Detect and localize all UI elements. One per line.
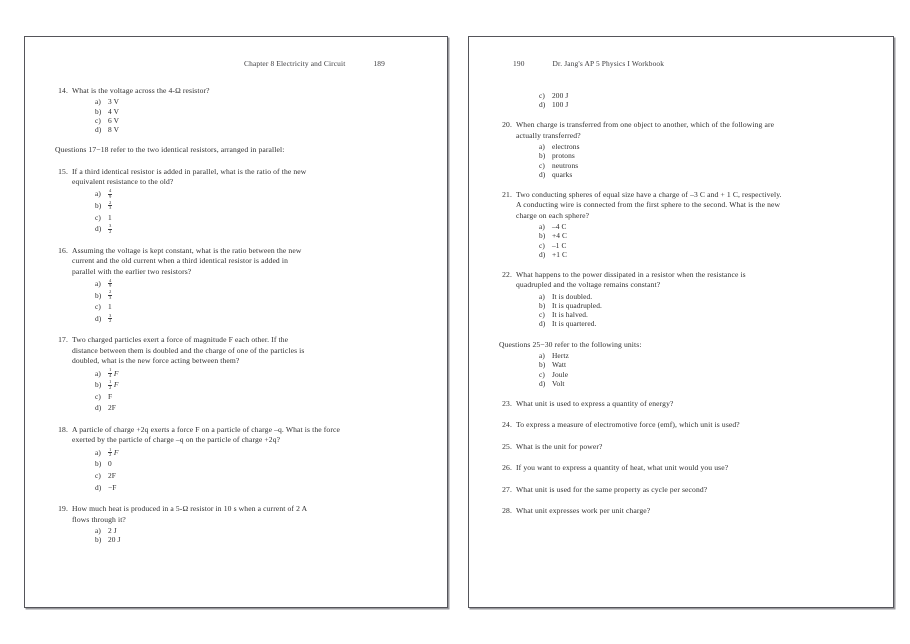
answer-choice xyxy=(55,301,421,313)
answer-choice-value: 2F xyxy=(108,403,117,413)
answer-choice-label: c) xyxy=(95,391,101,401)
question-stem xyxy=(499,270,867,291)
questions-25-30-note: Questions 25−30 refer to the following units: xyxy=(499,339,642,349)
answer-choice xyxy=(55,458,421,470)
answer-choice xyxy=(55,116,421,125)
answer-choice-label: b) xyxy=(95,380,102,390)
answer-choice-label: a) xyxy=(95,97,101,107)
answer-choice xyxy=(55,368,421,380)
question-text-line: equivalent resistance to the old? xyxy=(72,177,174,187)
answer-choice-value xyxy=(108,223,113,235)
answer-choice-value: Volt xyxy=(552,378,565,388)
question-stem xyxy=(55,167,421,188)
question-text-line: What unit is used for the same property as cycle per second? xyxy=(516,484,708,494)
answer-choice-label: a) xyxy=(95,279,101,289)
answer-choice-label: d) xyxy=(539,249,546,259)
question-block xyxy=(499,190,867,259)
fraction-numerator: 3 xyxy=(109,222,112,228)
answer-choice xyxy=(499,241,867,250)
fraction-denominator: 2 xyxy=(109,318,112,324)
question-block xyxy=(499,399,867,409)
question-text xyxy=(516,442,867,452)
answer-choice-label: b) xyxy=(539,151,546,161)
question-block xyxy=(499,420,867,430)
fraction-numerator: 1 xyxy=(109,378,112,384)
answer-choice xyxy=(55,200,421,212)
answer-choice-value xyxy=(108,447,119,459)
answer-choice xyxy=(499,170,867,179)
answer-choice xyxy=(55,223,421,235)
answer-choice xyxy=(55,278,421,290)
question-block xyxy=(55,504,421,544)
answer-choice-value xyxy=(108,313,113,325)
answer-choice-list xyxy=(55,526,421,544)
answer-choice-label: b) xyxy=(95,106,102,116)
answer-choice-label: a) xyxy=(539,142,545,152)
answer-choice-value: +4 C xyxy=(552,231,568,241)
answer-choice-value: It is quadrupled. xyxy=(552,301,602,311)
question-text-line: current and the old current when a third identical resistor is added in xyxy=(72,256,289,266)
answer-choice-value: 8 V xyxy=(108,125,120,135)
answer-choice-list xyxy=(55,447,421,493)
question-block xyxy=(499,506,867,516)
question-text-line: If you want to express a quantity of heat, what unit would you use? xyxy=(516,463,729,473)
answer-choice xyxy=(499,319,867,328)
question-text-line: What unit is used to express a quantity of energy? xyxy=(516,398,674,408)
question-text-line: parallel with the earlier two resistors? xyxy=(72,266,192,276)
answer-choice xyxy=(499,370,867,379)
answer-choice-label: b) xyxy=(539,301,546,311)
fraction xyxy=(108,314,112,324)
answer-choice-value: –4 C xyxy=(552,222,567,232)
question-text xyxy=(516,190,867,221)
answer-choice-list xyxy=(499,91,867,109)
question-number: 25. xyxy=(502,441,512,451)
question-text xyxy=(516,399,867,409)
answer-choice-value: 100 J xyxy=(552,100,569,110)
fraction xyxy=(108,448,112,458)
fraction-denominator: 9 xyxy=(109,283,112,289)
answer-choice-label: c) xyxy=(539,240,545,250)
question-block xyxy=(499,442,867,452)
question-stem xyxy=(499,120,867,141)
question-number: 21. xyxy=(502,190,512,200)
answer-choice-label: b) xyxy=(95,290,102,300)
answer-choice-label: c) xyxy=(539,91,545,100)
page-left-body xyxy=(25,37,447,607)
question-text-line: How much heat is produced in a 5-Ω resistor in 10 s when a current of 2 A xyxy=(72,504,308,514)
question-text-line: quadrupled and the voltage remains constant? xyxy=(516,280,661,290)
answer-choice xyxy=(499,151,867,160)
question-block xyxy=(55,335,421,414)
answer-choice-list xyxy=(499,142,867,179)
answer-choice xyxy=(499,142,867,151)
answer-choice xyxy=(499,250,867,259)
question-text-line: When charge is transferred from one object to another, which of the following are xyxy=(516,120,775,130)
answer-choice-value: 4 V xyxy=(108,106,120,116)
answer-choice-label: a) xyxy=(539,222,545,232)
question-text xyxy=(516,420,867,430)
question-text-line: distance between them is doubled and the charge of one of the particles is xyxy=(72,345,305,355)
answer-choice-list xyxy=(55,97,421,134)
answer-choice-value: −F xyxy=(108,482,117,492)
answer-choice-label: d) xyxy=(539,169,546,179)
answer-choice-value xyxy=(108,290,113,302)
question-stem xyxy=(55,425,421,446)
answer-choice-label: c) xyxy=(95,212,101,222)
answer-choice-value: neutrons xyxy=(552,160,579,170)
answer-choice-label: b) xyxy=(95,535,102,545)
question-text-line: If a third identical resistor is added in parallel, what is the ratio of the new xyxy=(72,166,307,176)
answer-choice-label: a) xyxy=(95,526,101,535)
answer-choice-label: c) xyxy=(539,310,545,320)
question-block xyxy=(55,425,421,493)
answer-choice-value xyxy=(108,200,113,212)
question-text-line: actually transferred? xyxy=(516,130,581,140)
answer-choice-value xyxy=(108,368,119,380)
answer-choice-value: Hertz xyxy=(552,351,569,361)
answer-choice xyxy=(55,125,421,134)
running-head-book-title: Dr. Jang's AP 5 Physics I Workbook xyxy=(552,59,665,68)
answer-choice-list xyxy=(55,278,421,324)
question-text xyxy=(516,506,867,516)
fraction xyxy=(108,279,112,289)
left-page-question-list xyxy=(55,86,421,544)
question-text-line: Two charged particles exert a force of magnitude F each other. If the xyxy=(72,335,289,345)
question-text xyxy=(516,485,867,495)
answer-choice-value: Watt xyxy=(552,360,567,370)
question-block xyxy=(55,86,421,134)
answer-choice xyxy=(499,161,867,170)
fraction xyxy=(108,368,112,378)
answer-choice-label: d) xyxy=(95,125,102,135)
question-text xyxy=(516,270,867,291)
answer-choice xyxy=(55,107,421,116)
question-stem xyxy=(499,506,867,516)
question-text-line: A particle of charge +2q exerts a force F on a particle of charge –q. What is the force xyxy=(72,425,340,434)
answer-choice-label: b) xyxy=(539,360,546,370)
answer-choice-list xyxy=(499,351,867,388)
question-block xyxy=(55,246,421,325)
page-right-body xyxy=(469,37,893,607)
answer-choice xyxy=(499,351,867,360)
question-number: 17. xyxy=(58,335,68,345)
answer-choice-label: b) xyxy=(95,459,102,469)
fraction-numerator: 3 xyxy=(109,312,112,318)
answer-choice-value: –1 C xyxy=(552,240,567,250)
fraction-numerator: 4 xyxy=(109,277,112,283)
page-left xyxy=(24,36,448,608)
answer-choice xyxy=(499,91,867,100)
answer-choice-label: c) xyxy=(95,471,101,480)
question-number: 19. xyxy=(58,504,68,514)
fraction-denominator: 3 xyxy=(109,294,112,300)
question-text-line: doubled, what is the new force acting between them? xyxy=(72,356,240,366)
answer-choice-label: d) xyxy=(539,100,546,110)
answer-choice-list xyxy=(499,292,867,329)
question-text-line: exerted by the particle of charge –q on the particle of charge +2q? xyxy=(72,435,281,445)
question-number: 28. xyxy=(502,505,512,515)
question-number: 23. xyxy=(502,398,512,408)
fraction-numerator: 1 xyxy=(109,446,112,452)
question-stem xyxy=(55,86,421,96)
answer-choice-value: quarks xyxy=(552,169,573,179)
running-head-chapter: Chapter 8 Electricity and Circuit xyxy=(244,59,346,68)
answer-choice xyxy=(55,290,421,302)
answer-choice-value: It is doubled. xyxy=(552,291,593,301)
fraction xyxy=(108,380,112,390)
answer-choice xyxy=(499,379,867,388)
question-number: 26. xyxy=(502,463,512,473)
question-text xyxy=(72,504,421,525)
fraction xyxy=(108,201,112,211)
page-right xyxy=(468,36,894,608)
running-head-right xyxy=(499,59,867,75)
question-block xyxy=(499,270,867,329)
question-text-line: flows through it? xyxy=(72,514,126,524)
fraction-numerator: 4 xyxy=(109,188,112,194)
fraction-numerator: 1 xyxy=(109,367,112,373)
answer-choice-label: a) xyxy=(95,368,101,378)
answer-choice-value: electrons xyxy=(552,142,580,152)
answer-choice-label: d) xyxy=(539,319,546,329)
question-block xyxy=(55,167,421,235)
answer-choice-value: 3 V xyxy=(108,97,120,107)
answer-choice xyxy=(55,447,421,459)
answer-choice xyxy=(55,212,421,224)
fraction-numerator: 2 xyxy=(109,289,112,295)
question-block xyxy=(499,463,867,473)
answer-choice-value: 1 xyxy=(108,212,112,222)
answer-choice-value: 1 xyxy=(108,302,112,312)
right-page-plain-question-list xyxy=(499,399,867,516)
answer-choice xyxy=(55,188,421,200)
question-stem xyxy=(499,463,867,473)
answer-choice-label: c) xyxy=(539,160,545,170)
fraction-denominator: 2 xyxy=(109,228,112,234)
answer-choice xyxy=(55,535,421,544)
fraction xyxy=(108,290,112,300)
answer-choice-value xyxy=(108,188,113,200)
question-text-line: A conducting wire is connected from the first sphere to the second. What is the new xyxy=(516,200,781,210)
question-stem xyxy=(499,420,867,430)
answer-choice-value: 200 J xyxy=(552,91,569,100)
answer-choice-label: d) xyxy=(95,482,102,492)
running-head-page-number: 190 xyxy=(513,59,525,68)
question-text-line: What is the voltage across the 4-Ω resistor? xyxy=(72,86,210,95)
answer-choice xyxy=(499,100,867,109)
running-head-page-number: 189 xyxy=(373,59,385,68)
answer-choice-label: c) xyxy=(95,115,101,125)
answer-choice-label: a) xyxy=(539,351,545,361)
question-text-line: Assuming the voltage is kept constant, what is the ratio between the new xyxy=(72,245,302,255)
question-number: 20. xyxy=(502,120,512,130)
answer-choice xyxy=(55,97,421,106)
answer-choice xyxy=(499,222,867,231)
question-number: 18. xyxy=(58,425,68,434)
question-stem xyxy=(55,335,421,366)
answer-choice xyxy=(499,292,867,301)
fraction-denominator: 2 xyxy=(109,384,112,390)
answer-choice-value xyxy=(108,278,113,290)
question-number: 16. xyxy=(58,245,68,255)
question-text xyxy=(516,463,867,473)
answer-choice-value: It is quartered. xyxy=(552,319,597,329)
question-text-line: Two conducting spheres of equal size have a charge of –3 C and + 1 C, respectively. xyxy=(516,190,782,200)
question-block xyxy=(499,120,867,179)
answer-choice-value: Joule xyxy=(552,369,569,379)
question-stem xyxy=(499,485,867,495)
answer-choice-list xyxy=(55,368,421,414)
answer-choice-label: b) xyxy=(539,231,546,241)
fraction xyxy=(108,189,112,199)
answer-choice xyxy=(499,231,867,240)
question-stem xyxy=(55,504,421,525)
question-text xyxy=(72,246,421,277)
question-text xyxy=(516,120,867,141)
question-number: 15. xyxy=(58,166,68,176)
answer-choice-value: 2F xyxy=(108,471,117,480)
answer-choice-label: d) xyxy=(95,403,102,413)
question-number: 27. xyxy=(502,484,512,494)
question-text xyxy=(72,335,421,366)
answer-choice-value xyxy=(108,379,119,391)
question-text-line: To express a measure of electromotive force (emf), which unit is used? xyxy=(516,420,740,430)
question-stem xyxy=(499,442,867,452)
answer-choice-label: d) xyxy=(95,224,102,234)
questions-17-18-note: Questions 17−18 refer to the two identical resistors, arranged in parallel: xyxy=(55,145,285,155)
answer-choice-value: It is halved. xyxy=(552,310,588,320)
answer-choice-label: d) xyxy=(95,313,102,323)
running-head-left xyxy=(55,59,421,75)
fraction xyxy=(108,224,112,234)
fraction-denominator: 9 xyxy=(109,193,112,199)
continued-choices-from-previous-page xyxy=(499,91,867,109)
question-text xyxy=(72,86,421,96)
question-number: 14. xyxy=(58,86,68,95)
answer-choice-label: c) xyxy=(95,302,101,312)
answer-choice xyxy=(55,313,421,325)
answer-choice xyxy=(55,470,421,482)
right-page-question-list xyxy=(499,120,867,328)
answer-choice xyxy=(499,360,867,369)
question-number: 22. xyxy=(502,270,512,280)
fraction-denominator: 3 xyxy=(109,205,112,211)
answer-choice xyxy=(55,379,421,391)
question-text-line: What unit expresses work per unit charge? xyxy=(516,505,651,515)
answer-choice-label: a) xyxy=(539,291,545,301)
fraction-suffix: F xyxy=(113,368,119,378)
fraction-denominator: 4 xyxy=(109,372,112,378)
answer-choice-value: 20 J xyxy=(108,535,121,545)
answer-choice-value: 0 xyxy=(108,459,112,469)
question-text-line: What happens to the power dissipated in a resistor when the resistance is xyxy=(516,270,746,280)
answer-choice-value: protons xyxy=(552,151,575,161)
question-number: 24. xyxy=(502,420,512,430)
answer-choice-value: +1 C xyxy=(552,249,568,259)
answer-choice-value: 2 J xyxy=(108,526,117,535)
answer-choice xyxy=(499,301,867,310)
question-text-line: charge on each sphere? xyxy=(516,210,590,220)
answer-choice-value: 6 V xyxy=(108,115,120,125)
answer-choice xyxy=(55,526,421,535)
question-text xyxy=(72,425,421,446)
answer-choice-value: F xyxy=(108,391,113,401)
fraction-denominator: 2 xyxy=(109,452,112,458)
answer-choice-list xyxy=(499,222,867,259)
question-block xyxy=(499,485,867,495)
question-stem xyxy=(55,246,421,277)
answer-choice xyxy=(55,391,421,403)
fraction-suffix: F xyxy=(113,380,119,390)
fraction-numerator: 2 xyxy=(109,199,112,205)
answer-choice-label: d) xyxy=(539,378,546,388)
answer-choice-list xyxy=(55,188,421,234)
fraction-suffix: F xyxy=(113,447,119,457)
answer-choice-label: c) xyxy=(539,369,545,379)
answer-choice-label: a) xyxy=(95,447,101,457)
answer-choice-label: b) xyxy=(95,201,102,211)
answer-choice xyxy=(55,402,421,414)
question-text-line: What is the unit for power? xyxy=(516,441,603,451)
answer-choice-label: a) xyxy=(95,189,101,199)
question-stem xyxy=(499,399,867,409)
question-stem xyxy=(499,190,867,221)
units-question-group xyxy=(499,340,867,388)
answer-choice xyxy=(55,482,421,494)
question-text xyxy=(72,167,421,188)
answer-choice xyxy=(499,310,867,319)
